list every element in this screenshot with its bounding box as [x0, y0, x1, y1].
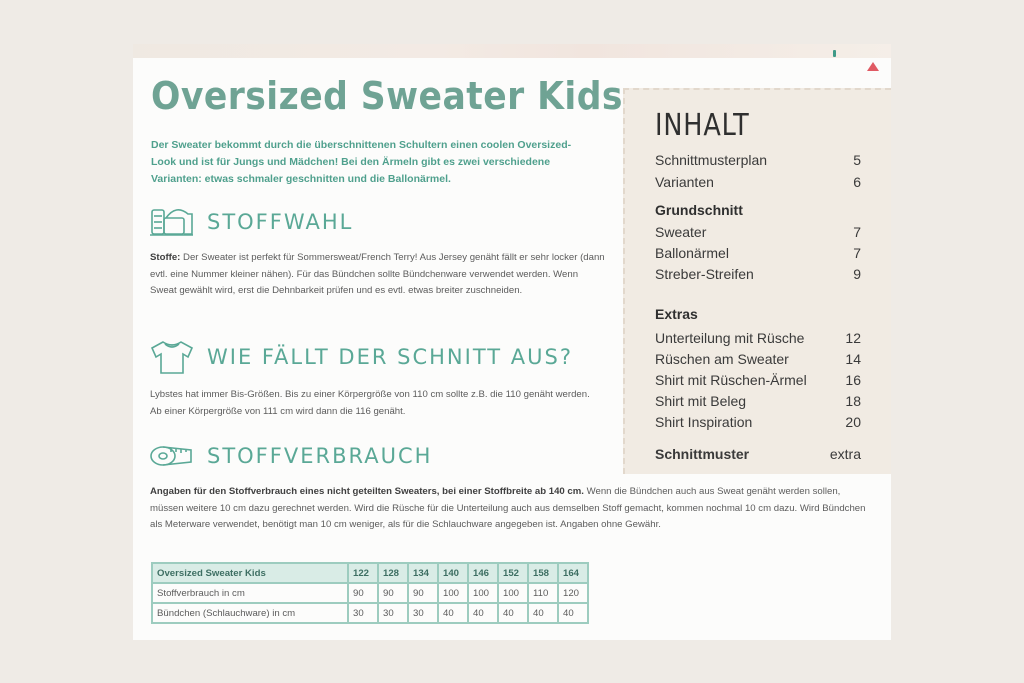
toc-item-page: 12 [845, 330, 861, 346]
toc-item[interactable] [655, 174, 861, 190]
toc-item-schnittmuster[interactable] [655, 446, 861, 462]
table-cell: 40 [528, 603, 558, 623]
table-cell: 40 [438, 603, 468, 623]
decorative-strip [133, 44, 891, 58]
page-title: Oversized Sweater Kids [151, 74, 623, 118]
toc-item-label: Shirt mit Beleg [655, 393, 747, 409]
table-cell: 40 [558, 603, 588, 623]
toc-item-page: 7 [853, 224, 861, 240]
table-cell: 30 [408, 603, 438, 623]
section-heading: STOFFWAHL [207, 210, 354, 234]
table-header-cell: 140 [438, 563, 468, 583]
table-header-cell: 158 [528, 563, 558, 583]
toc-item[interactable] [655, 224, 861, 240]
table-cell: 100 [498, 583, 528, 603]
toc-item[interactable] [655, 351, 861, 367]
fabric-table [151, 562, 589, 624]
toc-group-grundschnitt: Grundschnitt [655, 202, 743, 218]
table-cell: 100 [468, 583, 498, 603]
table-header-cell: 164 [558, 563, 588, 583]
intro-text: Der Sweater bekommt durch die überschnittenen Schultern einen coolen Oversized-Look und ist für Jungs und Mädchen! Bei den Ärmeln gibt es zwei verschiedene Varianten: etwas schmaler geschnitten und die Ballonärmel. [151, 139, 572, 185]
toc-item-page: extra [829, 446, 861, 462]
stoffwahl-text [150, 250, 605, 300]
table-cell: 40 [468, 603, 498, 623]
toc-item-page: 5 [853, 152, 861, 168]
table-cell: 90 [408, 583, 438, 603]
verbrauch-lead: Angaben für den Stoffverbrauch eines nicht geteilten Sweaters, bei einer Stoffbreite ab 140 cm. [150, 486, 584, 497]
table-cell: Stoffverbrauch in cm [152, 583, 348, 603]
toc-item-label: Ballonärmel [655, 245, 729, 261]
toc-item-label: Varianten [655, 174, 714, 190]
toc-title: INHALT [655, 108, 750, 143]
fabric-stack-icon [149, 204, 195, 240]
toc-item[interactable] [655, 152, 861, 168]
warning-triangle-icon [867, 62, 879, 71]
table-cell: 120 [558, 583, 588, 603]
toc-item-label: Sweater [655, 224, 707, 240]
decorative-drop [833, 50, 836, 57]
verbrauch-text [150, 484, 870, 534]
stoffe-label: Stoffe: [150, 252, 181, 263]
toc-item[interactable] [655, 393, 861, 409]
toc-item-page: 9 [853, 266, 861, 282]
toc-item[interactable] [655, 330, 861, 346]
toc-item-label: Streber-Streifen [655, 266, 754, 282]
document-page [133, 44, 891, 640]
table-header-cell: Oversized Sweater Kids [152, 563, 348, 583]
toc-item[interactable] [655, 372, 861, 388]
toc-item-page: 6 [853, 174, 861, 190]
table-cell: 110 [528, 583, 558, 603]
table-row [152, 603, 588, 623]
toc-item-label: Rüschen am Sweater [655, 351, 789, 367]
table-header-cell: 134 [408, 563, 438, 583]
schnitt-text: Lybstes hat immer Bis-Größen. Bis zu einer Körpergröße von 110 cm sollte z.B. die 110 genäht werden. Ab einer Körpergröße von 111 cm wird dann die 116 genäht. [150, 389, 590, 417]
section-schnitt-header [149, 339, 573, 375]
table-header-cell: 122 [348, 563, 378, 583]
toc-group-extras: Extras [655, 306, 698, 322]
table-cell: 90 [378, 583, 408, 603]
shirt-icon [149, 339, 195, 375]
table-cell: 90 [348, 583, 378, 603]
measuring-tape-icon [149, 438, 195, 474]
toc-item-label: Schnittmusterplan [655, 152, 768, 168]
toc-item[interactable] [655, 245, 861, 261]
table-of-contents [623, 88, 891, 474]
verbrauch-body: Wenn die Bündchen auch aus Sweat genäht werden sollen, müssen weitere 10 cm dazu gerechnet werden. Wird die Rüsche für die Unterteilung auch aus demselben Stoff gemacht, kommen nochmal 10 cm dazu. Wird Bündchen als Meterware verwendet, benötigt man 10 cm weniger, als für die Schlauchware angegeben ist. Angaben ohne Gewähr. [150, 486, 866, 530]
table-header-row [152, 563, 588, 583]
table-cell: 40 [498, 603, 528, 623]
table-cell: 100 [438, 583, 468, 603]
table-header-cell: 146 [468, 563, 498, 583]
section-verbrauch-header [149, 438, 432, 474]
table-header-cell: 152 [498, 563, 528, 583]
table-header-cell: 128 [378, 563, 408, 583]
toc-item-label: Shirt Inspiration [655, 414, 753, 430]
stoffwahl-body: Der Sweater ist perfekt für Sommersweat/French Terry! Aus Jersey genäht fällt er sehr locker (dann evtl. eine Nummer kleiner nähen). Für das Bündchen sollte Bündchenware verwendet werden. Wenn Sweat gewählt wird, erst die Dehnbarkeit prüfen und es evtl. etwas breiter zuschneiden. [150, 252, 605, 296]
toc-item-page: 14 [845, 351, 861, 367]
section-heading: STOFFVERBRAUCH [207, 444, 433, 468]
toc-item-page: 16 [845, 372, 861, 388]
toc-item-label: Shirt mit Rüschen-Ärmel [655, 372, 807, 388]
section-stoffwahl-header [149, 204, 353, 240]
table-row [152, 583, 588, 603]
toc-item-page: 7 [853, 245, 861, 261]
toc-item-label: Schnittmuster [655, 446, 750, 462]
toc-item-page: 20 [845, 414, 861, 430]
table-cell: 30 [348, 603, 378, 623]
table-cell: Bündchen (Schlauchware) in cm [152, 603, 348, 623]
section-heading: WIE FÄLLT DER SCHNITT AUS? [207, 345, 573, 369]
toc-item[interactable] [655, 266, 861, 282]
table-cell: 30 [378, 603, 408, 623]
toc-item-label: Unterteilung mit Rüsche [655, 330, 805, 346]
toc-item-page: 18 [845, 393, 861, 409]
toc-item[interactable] [655, 414, 861, 430]
